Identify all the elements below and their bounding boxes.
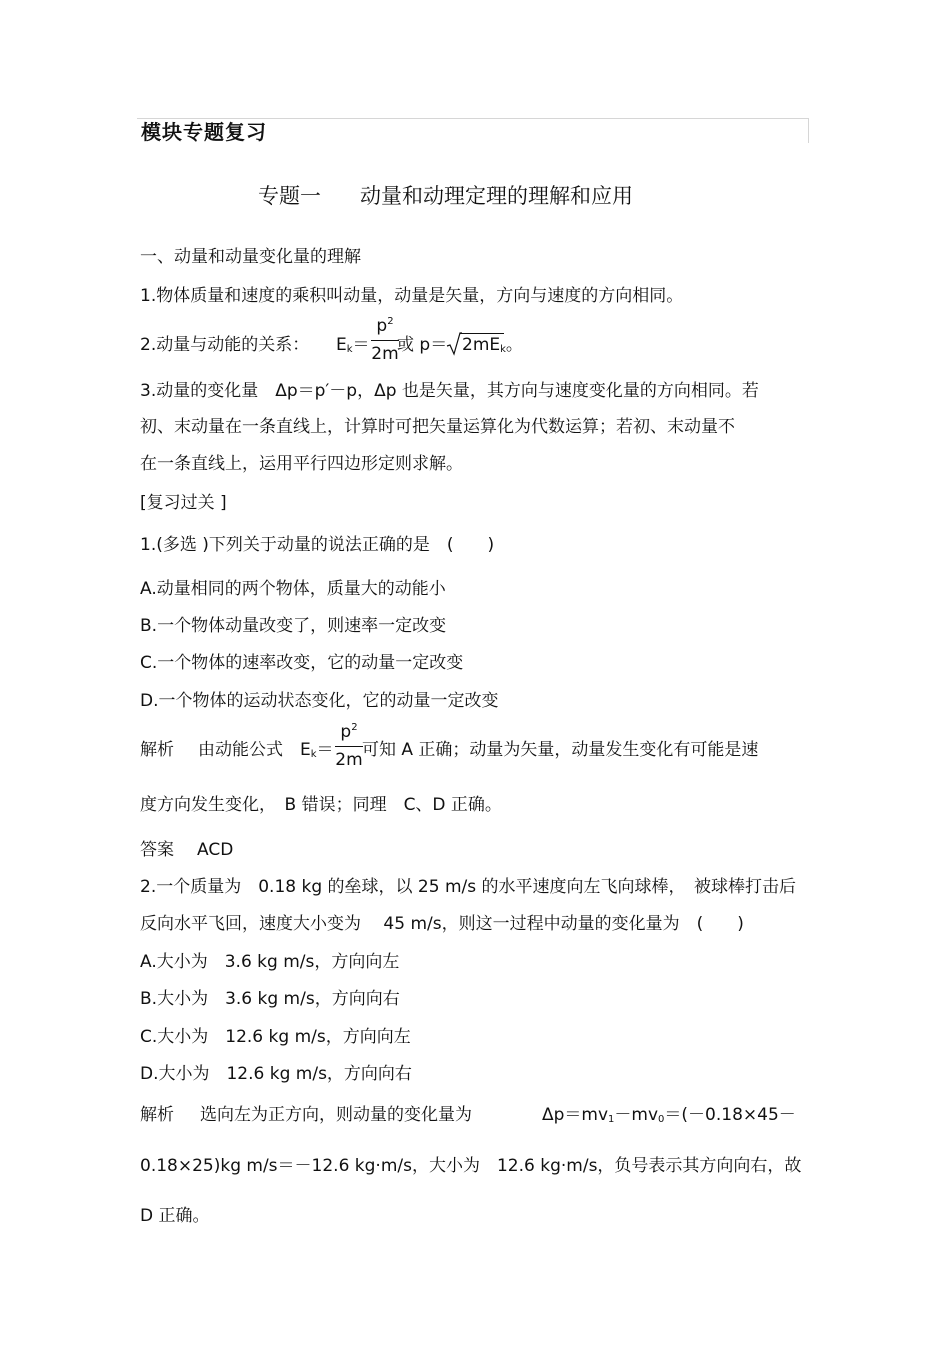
point-3-line-3: 在一条直线上，运用平行四边形定则求解。: [140, 454, 463, 474]
question-2-analysis-formula: $\Delta p=mv_1-mv_0=(-0.18\times 45-$: [542, 1105, 796, 1125]
question-1-analysis-label: 解析: [140, 740, 174, 760]
question-2-analysis-line-2: 0.18×25)kg m/s＝－12.6 kg·m/s，大小为 12.6 kg·m/s，负号表示其方向向右，故: [140, 1156, 802, 1176]
question-1-analysis-formula: 由动能公式 $E_k=$: [198, 740, 334, 760]
question-1-analysis-line-2: 度方向发生变化， B 错误；同理 C、D 正确。: [140, 795, 502, 815]
question-1-option-b: B.一个物体动量改变了，则速率一定改变: [140, 616, 447, 636]
point-3-line-2: 初、末动量在一条直线上，计算时可把矢量运算化为代数运算；若初、末动量不: [140, 417, 735, 437]
question-1-option-d: D.一个物体的运动状态变化，它的动量一定改变: [140, 691, 499, 711]
sqrt-icon: [446, 332, 462, 356]
question-2-option-d: D.大小为 12.6 kg m/s，方向向右: [140, 1064, 412, 1084]
question-2-option-c: C.大小为 12.6 kg m/s，方向向左: [140, 1027, 411, 1047]
topic-number: 专题一: [258, 184, 321, 208]
question-2-stem-line-1: 2.一个质量为 0.18 kg 的垒球，以 25 m/s 的水平速度向左飞向球棒， 被球棒打击后: [140, 877, 797, 897]
question-1-answer: ACD: [197, 840, 234, 860]
point-3-line-1: 3.动量的变化量 Δp＝p′－p，Δp 也是矢量，其方向与速度变化量的方向相同。若: [140, 381, 759, 401]
section-heading: 一、动量和动量变化量的理解: [140, 247, 361, 267]
topic-title: 动量和动理定理的理解和应用: [360, 184, 633, 208]
point-1: 1.物体质量和速度的乘积叫动量，动量是矢量，方向与速度的方向相同。: [140, 286, 684, 306]
question-2-analysis-label: 解析: [140, 1105, 174, 1125]
module-header: 模块专题复习: [141, 120, 267, 144]
question-1-answer-label: 答案: [140, 840, 174, 860]
point-2-label: 2.动量与动能的关系：: [140, 335, 310, 355]
question-2-option-b: B.大小为 3.6 kg m/s，方向向右: [140, 989, 400, 1009]
review-label: [复习过关 ]: [140, 493, 227, 513]
question-1-option-c: C.一个物体的速率改变，它的动量一定改变: [140, 653, 464, 673]
question-2-analysis-line-3: D 正确。: [140, 1206, 210, 1226]
question-1-option-a: A.动量相同的两个物体，质量大的动能小: [140, 579, 446, 599]
question-1-stem: 1.(多选 )下列关于动量的说法正确的是 ( ): [140, 535, 495, 555]
question-2-analysis-text: 选向左为正方向，则动量的变化量为: [200, 1105, 472, 1125]
point-2-root: $2mE_k$。: [462, 335, 523, 355]
question-1-analysis-text: 可知 A 正确；动量为矢量，动量发生变化有可能是速: [362, 740, 759, 760]
point-2-ek: $E_k=$: [336, 335, 370, 355]
question-1-fraction: $p^2$ 2m: [335, 722, 363, 770]
point-2-or: 或 p＝: [397, 335, 448, 355]
question-2-option-a: A.大小为 3.6 kg m/s，方向向左: [140, 952, 400, 972]
point-2-fraction: $p^2$ 2m: [371, 316, 399, 364]
question-2-stem-line-2: 反向水平飞回，速度大小变为 45 m/s，则这一过程中动量的变化量为 ( ): [140, 914, 744, 934]
sqrt-bar: [460, 333, 504, 334]
